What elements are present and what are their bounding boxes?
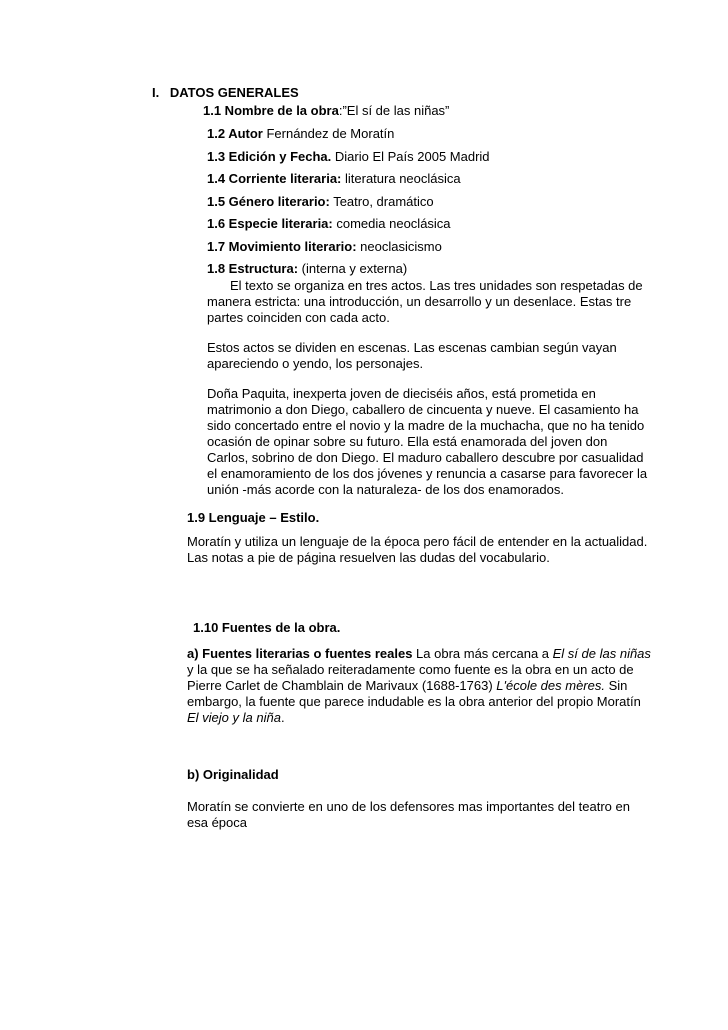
structure-p3-line: sido concertado entre el novio y la madre de la muchacha, que no ha tenido [207,418,645,433]
field-label: 1.3 Edición y Fecha. [207,149,332,164]
fuentes-line [187,646,651,662]
field-value: comedia neoclásica [332,216,451,231]
fuentes-line [187,710,285,726]
fuentes-title-italic: El sí de las niñas [552,646,651,661]
section-title: DATOS GENERALES [169,85,299,100]
field-label: 1.1 Nombre de la obra [203,103,339,118]
fuentes-line: y la que se ha señalado reiteradamente como fuente es la obra en un acto de [187,662,634,677]
section-heading [152,85,299,101]
field-value: literatura neoclásica [341,171,461,186]
structure-p2-line: Estos actos se dividen en escenas. Las escenas cambian según vayan [207,340,617,355]
fuentes-title-italic: L'école des mères. [496,678,605,693]
fuentes-title-italic: El viejo y la niña [187,710,281,725]
field-label: 1.7 Movimiento literario: [207,239,357,254]
field-corriente [207,171,461,187]
field-autor [207,126,394,142]
structure-p3-line: matrimonio a don Diego, caballero de cincuenta y nueve. El casamiento ha [207,402,639,417]
field-label: 1.6 Especie literaria: [207,216,333,231]
structure-p3-line: el enamoramiento de los dos jóvenes y renuncia a casarse para favorecer la [207,466,648,481]
field-edicion [207,149,490,165]
section-numeral: I. [152,85,160,100]
field-value: Teatro, dramático [329,194,434,209]
field-value: (interna y externa) [298,261,408,276]
field-nombre [203,103,449,119]
fuentes-text: Pierre Carlet de Chamblain de Marivaux (1688-1763) [187,678,497,693]
originalidad-heading-text: b) Originalidad [187,767,279,782]
fuentes-line: embargo, la fuente que parece indudable es la obra anterior del propio Moratín [187,694,641,709]
structure-p3-line: unión -más acorde con la naturaleza- de los dos enamorados. [207,482,564,497]
fuentes-heading-text: 1.10 Fuentes de la obra. [193,620,341,635]
fuentes-text: La obra más cercana a [412,646,553,661]
field-label: 1.8 Estructura: [207,261,299,276]
originalidad-heading [187,767,279,783]
field-genero [207,194,434,210]
field-value: Diario El País 2005 Madrid [331,149,490,164]
structure-p1-line: partes coinciden con cada acto. [207,310,390,325]
field-value: neoclasicismo [356,239,442,254]
fuentes-line [187,678,627,694]
fuentes-text: . [280,710,285,725]
lenguaje-heading [187,510,319,526]
fuentes-subheading: a) Fuentes literarias o fuentes reales [187,646,413,661]
structure-p1-line: El texto se organiza en tres actos. Las tres unidades son respetadas de [230,278,643,293]
originalidad-line: Moratín se convierte en uno de los defensores mas importantes del teatro en [187,799,630,814]
structure-p1-line: manera estricta: una introducción, un desarrollo y un desenlace. Estas tre [207,294,632,309]
structure-p3-line: Carlos, sobrino de don Diego. El maduro caballero descubre por casualidad [207,450,644,465]
field-label: 1.5 Género literario: [207,194,330,209]
lenguaje-heading-text: 1.9 Lenguaje – Estilo. [187,510,320,525]
field-estructura [207,261,407,277]
lenguaje-line: Moratín y utiliza un lenguaje de la época pero fácil de entender en la actualidad. [187,534,648,549]
fuentes-text: Sin [604,678,628,693]
field-label: 1.4 Corriente literaria: [207,171,342,186]
field-value: :”El sí de las niñas” [338,103,450,118]
field-especie [207,216,451,232]
structure-p3-line: Doña Paquita, inexperta joven de dieciséis años, está prometida en [207,386,596,401]
structure-p2-line: apareciendo o yendo, los personajes. [207,356,424,371]
fuentes-heading [193,620,340,636]
structure-p3-line: ocasión de opinar sobre su futuro. Ella está enamorada del joven don [207,434,608,449]
originalidad-line: esa época [187,815,247,830]
field-movimiento [207,239,442,255]
field-value: Fernández de Moratín [262,126,395,141]
lenguaje-line: Las notas a pie de página resuelven las dudas del vocabulario. [187,550,550,565]
field-label: 1.2 Autor [207,126,263,141]
